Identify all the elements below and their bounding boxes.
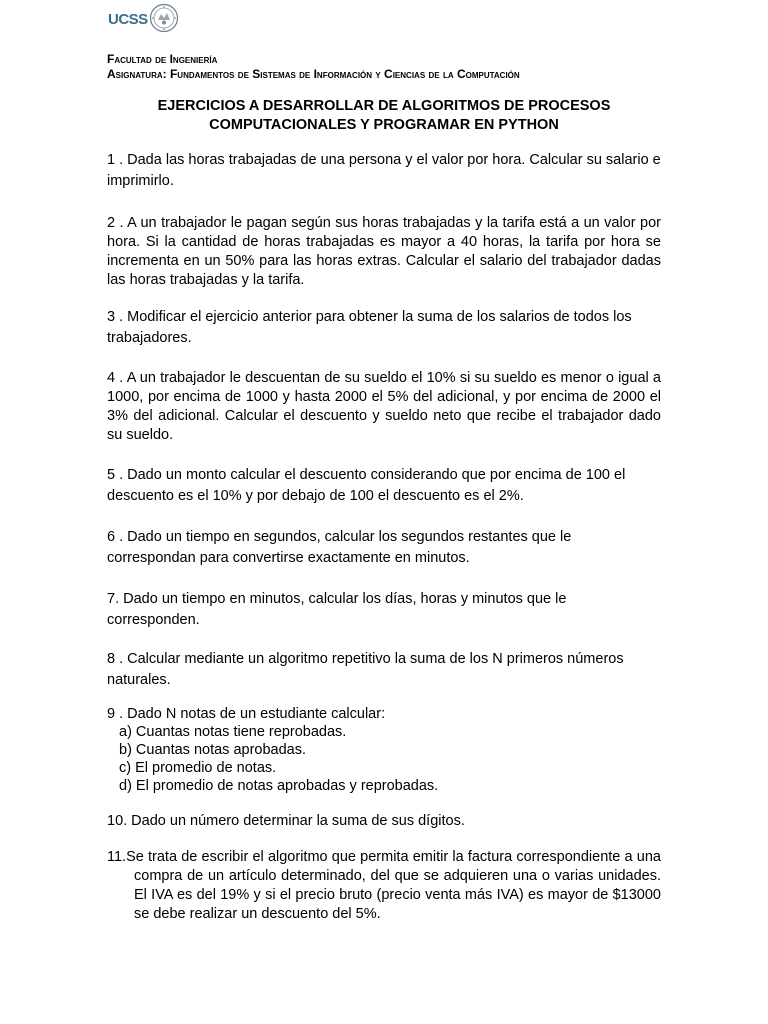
exercise-10: 10. Dado un número determinar la suma de sus dígitos. <box>107 813 465 829</box>
list-item: c) El promedio de notas. <box>119 760 277 776</box>
exercise-3: 3 . Modificar el ejercicio anterior para obtener la suma de los salarios de todos los trabajadores. <box>107 309 632 346</box>
list-item: a) Cuantas notas tiene reprobadas. <box>119 724 347 740</box>
university-seal-icon <box>149 3 179 33</box>
title-line-2: COMPUTACIONALES Y PROGRAMAR EN PYTHON <box>209 117 559 133</box>
exercise-9-list <box>119 723 659 795</box>
university-logo <box>108 3 179 33</box>
exercise-6: 6 . Dado un tiempo en segundos, calcular los segundos restantes que le correspondan para convertirse exactamente en minutos. <box>107 529 572 566</box>
exercise-8: 8 . Calcular mediante un algoritmo repetitivo la suma de los N primeros números naturales. <box>107 651 624 688</box>
list-item: b) Cuantas notas aprobadas. <box>119 742 307 758</box>
exercise-5: 5 . Dado un monto calcular el descuento considerando que por encima de 100 el descuento es el 10% y por debajo de 100 el descuento es el 2%. <box>107 467 626 504</box>
page-title <box>107 97 661 135</box>
exercise-11: 11.Se trata de escribir el algoritmo que permita emitir la factura correspondiente a una compra de un artículo determinado, del que se adquieren una o varias unidades. El IVA es del 19% y si el precio bruto (precio venta más IVA) es mayor de $13000 se debe realizar un descuento del 5%. <box>107 849 661 922</box>
logo-text: UCSS <box>108 10 148 28</box>
faculty-name: Facultad de Ingeniería <box>107 52 218 66</box>
subject-name: Asignatura: Fundamentos de Sistemas de Información y Ciencias de la Computación <box>107 67 520 81</box>
exercise-4: 4 . A un trabajador le descuentan de su sueldo el 10% si su sueldo es menor o igual a 1000, por encima de 1000 y hasta 2000 el 5% del adicional, y por encima de 2000 el 3% del adicional. Calcular el descuento y sueldo neto que recibe el trabajador dado su sueldo. <box>107 370 661 443</box>
exercise-9: 9 . Dado N notas de un estudiante calcular: <box>107 706 386 722</box>
list-item: d) El promedio de notas aprobadas y reprobadas. <box>119 778 439 794</box>
exercise-7: 7. Dado un tiempo en minutos, calcular los días, horas y minutos que le corresponden. <box>107 591 567 628</box>
title-line-1: EJERCICIOS A DESARROLLAR DE ALGORITMOS DE PROCESOS <box>157 98 611 114</box>
exercise-2: 2 . A un trabajador le pagan según sus horas trabajadas y la tarifa está a un valor por hora. Si la cantidad de horas trabajadas es mayor a 40 horas, la tarifa por hora se incrementa en un 50% para las horas extras. Calcular el salario del trabajador dadas las horas trabajadas y la tarifa. <box>107 215 661 288</box>
exercise-1: 1 . Dada las horas trabajadas de una persona y el valor por hora. Calcular su salario e imprimirlo. <box>107 152 661 189</box>
